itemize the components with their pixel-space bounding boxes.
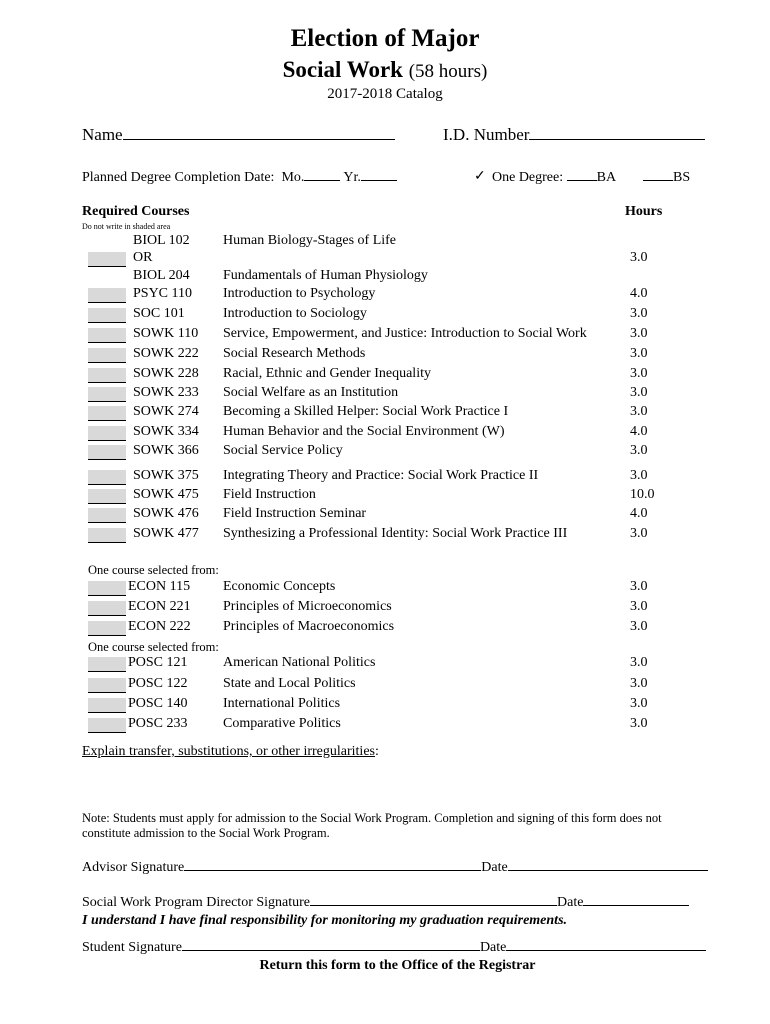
ba-label: BA [596,170,617,185]
course-hours: 4.0 [630,506,648,521]
ba-blank[interactable] [567,180,597,181]
shaded-box [88,489,126,504]
course-code: ECON 115 [128,579,191,594]
course-name: Introduction to Psychology [223,286,376,301]
course-code: SOWK 274 [133,404,199,419]
shaded-box [88,698,126,713]
course-hours: 3.0 [630,306,648,321]
course-code: ECON 222 [128,619,191,634]
course-hours: 10.0 [630,487,655,502]
biol-a-code: BIOL 102 [133,233,190,248]
shaded-box [88,528,126,543]
course-name: Principles of Microeconomics [223,599,392,614]
course-name: Social Service Policy [223,443,343,458]
director-date-label: Date [557,895,584,910]
one-degree-label: One Degree: [492,170,564,185]
course-hours: 3.0 [630,619,648,634]
student-signature-field[interactable] [82,940,706,956]
course-code: SOWK 375 [133,468,199,483]
shaded-box [88,508,126,523]
course-code: ECON 221 [128,599,191,614]
shaded-box [88,308,126,323]
course-hours: 3.0 [630,326,648,341]
transfer-label: Explain transfer, substitutions, or other irregularities [82,744,375,759]
course-name: Service, Empowerment, and Justice: Introduction to Social Work [223,326,587,341]
shaded-box [88,657,126,672]
id-number-field[interactable] [443,125,705,145]
completion-label: Planned Degree Completion Date: [82,170,275,185]
advisor-signature-blank[interactable] [184,870,481,871]
course-name: American National Politics [223,655,376,670]
page-subtitle [0,57,770,83]
course-name: Comparative Politics [223,716,341,731]
shaded-box [88,581,126,596]
id-number-blank[interactable] [529,139,705,140]
course-name: Principles of Macroeconomics [223,619,395,634]
bs-field [643,170,690,186]
shaded-box [88,470,126,485]
check-mark-icon: ✓ [474,169,486,184]
course-hours: 4.0 [630,424,648,439]
course-name: Field Instruction Seminar [223,506,367,521]
year-blank[interactable] [361,180,397,181]
month-blank[interactable] [304,180,340,181]
responsibility-statement: I understand I have final responsibility for monitoring my graduation requirements. [82,913,568,928]
page-title: Election of Major [290,25,480,52]
course-name: State and Local Politics [223,676,356,691]
biol-hours: 3.0 [630,250,648,265]
shaded-box [88,368,126,383]
admission-note-line2: constitute admission to the Social Work Program. [82,826,330,840]
shaded-box [88,445,126,460]
name-label: Name [82,125,123,144]
completion-date-field [82,170,397,186]
course-code: SOWK 334 [133,424,199,439]
year-label: Yr. [343,170,361,185]
course-hours: 3.0 [630,443,648,458]
econ-choice-label: One course selected from: [88,563,219,577]
course-code: SOWK 233 [133,385,199,400]
advisor-signature-label: Advisor Signature [82,860,185,875]
name-field[interactable] [82,125,395,145]
course-name: Introduction to Sociology [223,306,367,321]
course-hours: 3.0 [630,346,648,361]
course-name: Synthesizing a Professional Identity: Social Work Practice III [223,526,568,541]
admission-note-line1: Note: Students must apply for admission to the Social Work Program. Completion and signing of this form does not [82,811,662,825]
posc-choice-label: One course selected from: [88,640,219,654]
course-code: SOWK 222 [133,346,199,361]
transfer-explanation[interactable] [82,744,379,760]
required-courses-heading: Required Courses [82,204,190,219]
student-signature-blank[interactable] [182,950,480,951]
program-hours: (58 hours) [408,61,488,82]
course-code: SOWK 477 [133,526,199,541]
course-hours: 3.0 [630,696,648,711]
return-instructions: Return this form to the Office of the Registrar [259,958,536,973]
course-hours: 3.0 [630,404,648,419]
student-date-label: Date [479,940,507,955]
shaded-box [88,328,126,343]
shaded-box [88,288,126,303]
course-code: POSC 122 [128,676,188,691]
director-signature-blank[interactable] [310,905,557,906]
course-name: Social Research Methods [223,346,366,361]
course-name: Becoming a Skilled Helper: Social Work Practice I [223,404,509,419]
course-name: Economic Concepts [223,579,336,594]
course-name: Field Instruction [223,487,316,502]
biol-a-name: Human Biology-Stages of Life [223,233,397,248]
course-code: SOWK 476 [133,506,199,521]
course-name: Social Welfare as an Institution [223,385,399,400]
month-label: Mo. [281,170,305,185]
course-hours: 3.0 [630,366,648,381]
director-date-blank[interactable] [583,905,689,906]
course-hours: 4.0 [630,286,648,301]
id-number-label: I.D. Number [443,125,530,144]
course-code: SOWK 475 [133,487,199,502]
course-hours: 3.0 [630,468,648,483]
course-name: Human Behavior and the Social Environment (W) [223,424,505,439]
course-code: POSC 233 [128,716,188,731]
shaded-area-note: Do not write in shaded area [82,222,171,231]
course-hours: 3.0 [630,599,648,614]
program-name: Social Work [282,57,403,82]
course-hours: 3.0 [630,526,648,541]
degree-field [492,170,616,186]
director-signature-label: Social Work Program Director Signature [82,895,311,910]
course-code: POSC 140 [128,696,188,711]
advisor-date-blank[interactable] [508,870,708,871]
course-code: SOC 101 [133,306,185,321]
student-date-blank[interactable] [506,950,706,951]
bs-label: BS [673,170,691,185]
biol-b-code: BIOL 204 [133,268,190,283]
course-hours: 3.0 [630,716,648,731]
course-code: SOWK 110 [133,326,199,341]
shaded-box [88,387,126,402]
student-signature-label: Student Signature [82,940,182,955]
shaded-box [88,348,126,363]
course-name: Racial, Ethnic and Gender Inequality [223,366,431,381]
catalog-year: 2017-2018 Catalog [327,86,443,102]
course-name: International Politics [223,696,341,711]
shaded-box [88,621,126,636]
shaded-box [88,601,126,616]
course-code: SOWK 228 [133,366,199,381]
advisor-date-label: Date [481,860,508,875]
course-code: POSC 121 [128,655,188,670]
director-signature-field[interactable] [82,895,689,911]
shaded-box [88,426,126,441]
biol-b-name: Fundamentals of Human Physiology [223,268,428,283]
transfer-colon: : [374,744,379,759]
course-hours: 3.0 [630,385,648,400]
course-name: Integrating Theory and Practice: Social Work Practice II [223,468,539,483]
advisor-signature-field[interactable] [82,860,708,876]
course-code: PSYC 110 [133,286,193,301]
hours-heading: Hours [625,204,663,219]
shaded-box-biol [88,252,126,267]
bs-blank[interactable] [643,180,673,181]
course-code: SOWK 366 [133,443,199,458]
course-hours: 3.0 [630,676,648,691]
or-label: OR [133,250,153,265]
shaded-box [88,678,126,693]
shaded-box [88,406,126,421]
course-hours: 3.0 [630,579,648,594]
name-blank[interactable] [123,139,395,140]
shaded-box [88,718,126,733]
course-hours: 3.0 [630,655,648,670]
